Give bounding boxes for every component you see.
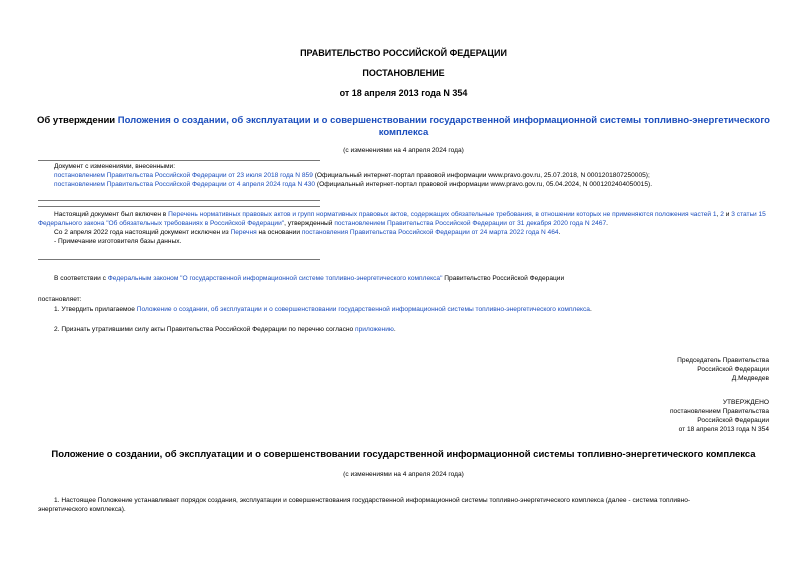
title-prefix: Об утверждении (37, 115, 118, 126)
signature-country: Российской Федерации (697, 366, 769, 373)
divider (38, 200, 320, 201)
note-text: . (606, 220, 608, 227)
document-type: ПОСТАНОВЛЕНИЕ (362, 68, 445, 78)
perechen-short-link[interactable]: Перечня (230, 229, 257, 236)
note-exclusion (38, 228, 773, 237)
regulation-title: Положение о создании, об эксплуатации и о совершенствовании государственной информационной системы топливно-энергетического комплекса (51, 449, 756, 460)
title-regulation-link[interactable]: Положения о создании, об эксплуатации и о совершенствовании государственной информационной системы топливно-энергетического (117, 115, 770, 126)
amendment-link-2024[interactable]: постановлением Правительства Российской Федерации от 4 апреля 2024 года N 430 (54, 181, 316, 188)
paragraph-line: энергетического комплекса). (38, 506, 126, 513)
note-text: Со 2 апреля 2022 года настоящий документ исключен из (54, 229, 231, 236)
resolves-word: постановляет: (38, 296, 82, 303)
regulation-link[interactable]: Положение о создании, об эксплуатации и о совершенствовании государственной информационной системы топливно-энергетического комплекса (136, 306, 590, 313)
article-15-link[interactable]: 3 статьи 15 Федерального закона "Об обязательных требованиях в Российской Федерации" (38, 211, 766, 227)
document-title (0, 115, 807, 139)
notes-block (38, 210, 773, 246)
signature-position: Председатель Правительства (677, 357, 769, 364)
approval-stamp: УТВЕРЖДЕНО (722, 399, 769, 406)
part-1-link[interactable]: 1 (712, 211, 717, 218)
divider (38, 259, 320, 260)
government-heading: ПРАВИТЕЛЬСТВО РОССИЙСКОЙ ФЕДЕРАЦИИ (300, 48, 507, 58)
amendment-source-2018: (Официальный интернет-портал правовой информации www.pravo.gov.ru, 25.07.2018, N 0001201807250005); (312, 172, 650, 179)
amendment-link-2018[interactable]: постановлением Правительства Российской Федерации от 23 июля 2018 года N 859 (54, 172, 313, 179)
part-2-link[interactable]: 2 (720, 211, 724, 218)
note-inclusion (38, 210, 773, 228)
clause-text: . (393, 326, 396, 333)
revision-note: (с изменениями на 4 апреля 2024 года) (343, 147, 464, 154)
signature-block (500, 356, 769, 383)
amendments-intro: Документ с изменениями, внесенными: (54, 163, 176, 170)
approval-date: от 18 апреля 2013 года N 354 (678, 426, 769, 433)
divider (38, 206, 320, 207)
note-text: . (558, 229, 561, 236)
paragraph-line: 1. Настоящее Положение устанавливает порядок создания, эксплуатации и совершенствования государственной информационной системы топливно-энергетического комплекса (далее - система топливно- (54, 497, 691, 504)
regulation-revision: (с изменениями на 4 апреля 2024 года) (343, 471, 464, 478)
divider (38, 160, 320, 161)
preamble-text: Правительство Российской Федерации (442, 275, 565, 282)
approval-block (500, 398, 769, 434)
approval-by: постановлением Правительства (669, 408, 769, 415)
signature-name: Д.Медведев (731, 375, 769, 382)
preamble (54, 274, 784, 283)
decree-2467-link[interactable]: постановлением Правительства Российской Федерации от 31 декабря 2020 года N 2467 (334, 220, 607, 227)
document-date-number: от 18 апреля 2013 года N 354 (339, 88, 468, 98)
title-regulation-link-cont[interactable]: комплекса (378, 127, 429, 138)
perechen-link[interactable]: Перечень нормативных правовых актов и групп нормативных правовых актов, содержащих обязательные требования, в отношении которых не применяются положения частей (168, 211, 712, 218)
preamble-text: В соответствии с (54, 275, 108, 282)
note-text: и (723, 211, 732, 218)
note-text: , утвержденный (284, 220, 335, 227)
note-producer: - Примечание изготовителя базы данных. (54, 238, 182, 245)
clause-text: 1. Утвердить прилагаемое (54, 306, 137, 313)
amendment-source-2024: (Официальный интернет-портал правовой информации www.pravo.gov.ru, 05.04.2024, N 0001202404050015). (315, 181, 653, 188)
approval-country: Российской Федерации (697, 417, 769, 424)
clause-text: . (589, 306, 592, 313)
note-text: на основании (256, 229, 302, 236)
decree-464-link[interactable]: постановления Правительства Российской Федерации от 24 марта 2022 года N 464 (301, 229, 559, 236)
clause-text: 2. Признать утратившими силу акты Правительства Российской Федерации по перечню согласно (54, 326, 356, 333)
federal-law-link[interactable]: Федеральным законом "О государственной информационной системе топливно-энергетического комплекса" (107, 275, 443, 282)
regulation-paragraph-1 (38, 496, 769, 514)
clause-2 (54, 325, 784, 334)
amendments-block (54, 162, 784, 189)
appendix-link[interactable]: приложению (355, 326, 394, 333)
clause-1 (54, 305, 784, 314)
note-text: Настоящий документ был включен в (54, 211, 169, 218)
note-text: , (716, 211, 721, 218)
